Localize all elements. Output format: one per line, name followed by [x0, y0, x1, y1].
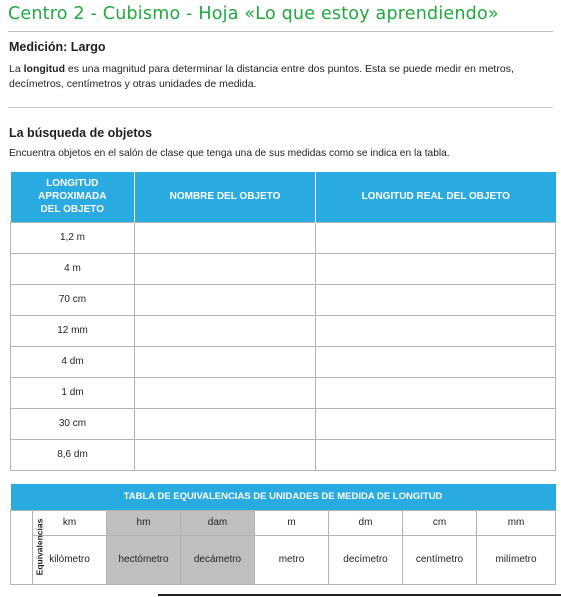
- footer-rule: [158, 594, 561, 596]
- table-row: [11, 377, 556, 408]
- col-header-approx-length: LONGITUD APROXIMADA DEL OBJETO: [11, 172, 135, 222]
- unit-name-decametro: decámetro: [181, 535, 255, 584]
- object-name-cell[interactable]: [135, 377, 316, 408]
- table-row: [11, 315, 556, 346]
- col-header-real-length: LONGITUD REAL DEL OBJETO: [316, 172, 556, 222]
- unit-symbol-row: [11, 510, 556, 535]
- approx-length-cell: 30 cm: [11, 408, 135, 439]
- objects-table-header-row: [11, 172, 556, 222]
- approx-length-cell: 4 dm: [11, 346, 135, 377]
- unit-name-metro: metro: [255, 535, 329, 584]
- approx-length-cell: 8,6 dm: [11, 439, 135, 470]
- approx-length-cell: 4 m: [11, 253, 135, 284]
- table-row: [11, 439, 556, 470]
- approx-length-cell: 1 dm: [11, 377, 135, 408]
- real-length-cell[interactable]: [316, 222, 556, 253]
- object-name-cell[interactable]: [135, 408, 316, 439]
- col-header-object-name: NOMBRE DEL OBJETO: [135, 172, 316, 222]
- table-row: [11, 253, 556, 284]
- title-divider: [8, 31, 553, 32]
- approx-length-cell: 12 mm: [11, 315, 135, 346]
- para-bold-term: longitud: [23, 63, 66, 75]
- approx-length-cell: 70 cm: [11, 284, 135, 315]
- equivalences-side-label: Equivalencias: [34, 518, 45, 575]
- table-row: [11, 408, 556, 439]
- object-name-cell[interactable]: [135, 284, 316, 315]
- unit-symbol-dm: dm: [329, 510, 403, 535]
- para-rest: es una magnitud para determinar la distancia entre dos puntos. Esta se puede medir en metros, decímetros, centímetros y otras unidades de medida.: [9, 63, 514, 90]
- objects-table: [10, 172, 556, 471]
- object-name-cell[interactable]: [135, 346, 316, 377]
- unit-name-kilometro: kilómetro: [33, 535, 107, 584]
- page-title: Centro 2 - Cubismo - Hoja «Lo que estoy aprendiendo»: [8, 4, 499, 24]
- instruction-text: Encuentra objetos en el salón de clase que tenga una de sus medidas como se indica en la tabla.: [9, 148, 450, 159]
- unit-name-decimetro: decímetro: [329, 535, 403, 584]
- unit-symbol-m: m: [255, 510, 329, 535]
- unit-name-hectometro: hectómetro: [107, 535, 181, 584]
- section-divider: [8, 107, 553, 108]
- para-prefix: La: [9, 63, 24, 75]
- table-row: [11, 284, 556, 315]
- unit-symbol-mm: mm: [477, 510, 556, 535]
- real-length-cell[interactable]: [316, 346, 556, 377]
- unit-name-milimetro: milímetro: [477, 535, 556, 584]
- section-heading-busqueda: La búsqueda de objetos: [9, 126, 153, 140]
- equivalence-table-caption: TABLA DE EQUIVALENCIAS DE UNIDADES DE MEDIDA DE LONGITUD: [11, 484, 556, 510]
- table-row: [11, 346, 556, 377]
- unit-symbol-km: km: [33, 510, 107, 535]
- unit-symbol-cm: cm: [403, 510, 477, 535]
- object-name-cell[interactable]: [135, 315, 316, 346]
- real-length-cell[interactable]: [316, 253, 556, 284]
- object-name-cell[interactable]: [135, 253, 316, 284]
- real-length-cell[interactable]: [316, 439, 556, 470]
- real-length-cell[interactable]: [316, 284, 556, 315]
- section-heading-medicion: Medición: Largo: [9, 40, 106, 54]
- approx-length-cell: 1,2 m: [11, 222, 135, 253]
- table-row: [11, 222, 556, 253]
- equivalence-table: [10, 484, 556, 585]
- real-length-cell[interactable]: [316, 408, 556, 439]
- intro-paragraph: [9, 62, 554, 92]
- equivalences-side-label-cell: [11, 510, 45, 584]
- unit-symbol-hm: hm: [107, 510, 181, 535]
- unit-name-row: [11, 535, 556, 584]
- object-name-cell[interactable]: [135, 439, 316, 470]
- object-name-cell[interactable]: [135, 222, 316, 253]
- real-length-cell[interactable]: [316, 315, 556, 346]
- unit-symbol-dam: dam: [181, 510, 255, 535]
- real-length-cell[interactable]: [316, 377, 556, 408]
- unit-name-centimetro: centímetro: [403, 535, 477, 584]
